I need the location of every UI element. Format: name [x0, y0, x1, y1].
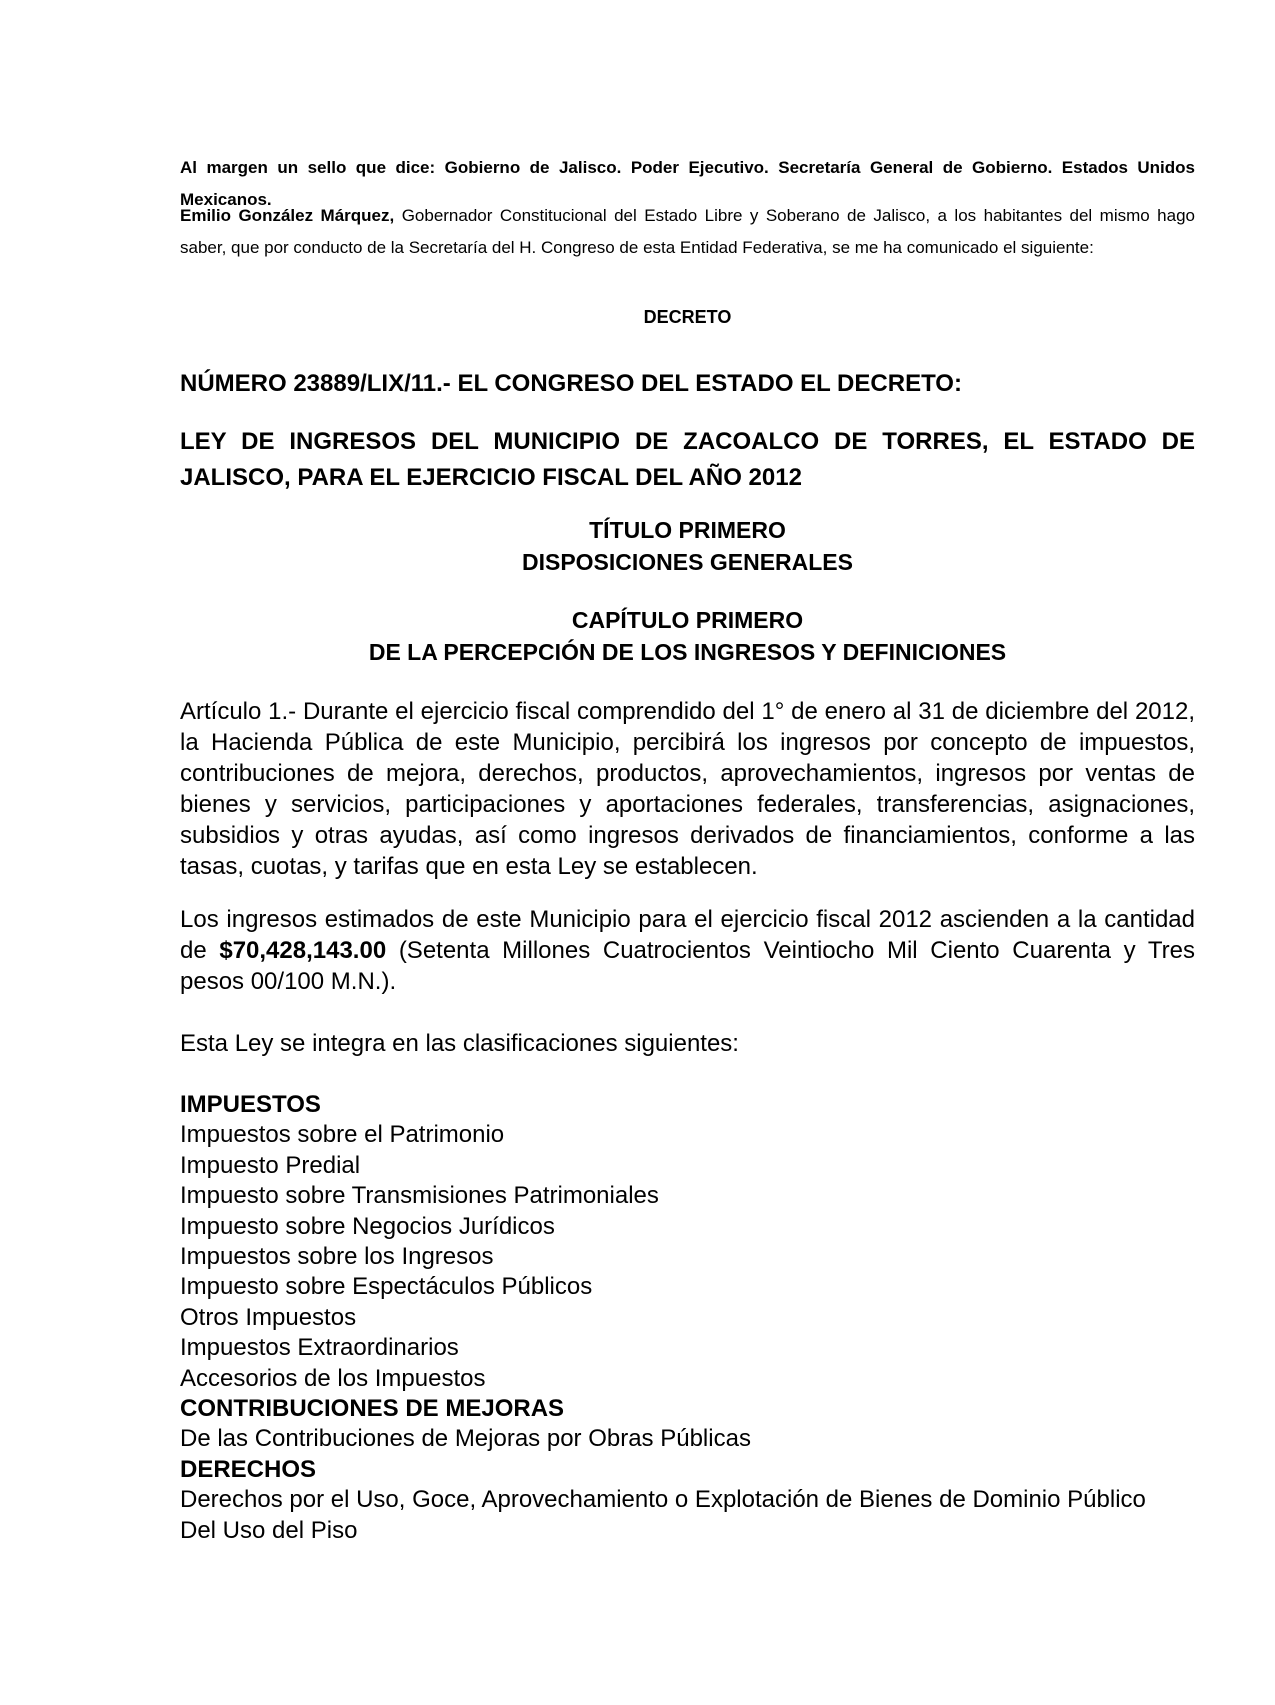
estimate-prefix: Los ingresos estimados de este Municipio para el ejercicio fiscal 2012 ascienden a la cantidad de	[180, 906, 1195, 964]
list-item: De las Contribuciones de Mejoras por Obras Públicas	[180, 1425, 751, 1453]
estimate-amount: $70,428,143.00	[219, 937, 387, 964]
list-item: Impuesto sobre Transmisiones Patrimoniales	[180, 1182, 659, 1210]
list-item: Del Uso del Piso	[180, 1516, 358, 1544]
title-heading	[180, 514, 1195, 578]
list-item: CONTRIBUCIONES DE MEJORAS	[180, 1395, 565, 1423]
title-subtitle: DISPOSICIONES GENERALES	[521, 549, 853, 575]
list-item: Impuestos sobre el Patrimonio	[180, 1121, 505, 1149]
list-item: Impuesto Predial	[180, 1151, 361, 1179]
article-1-paragraph: Artículo 1.- Durante el ejercicio fiscal comprendido del 1° de enero al 31 de diciembre del 2012, la Hacienda Pública de este Municipio, percibirá los ingresos por concepto de impuestos, contribuciones de mejora, derechos, productos, aprovechamientos, ingresos por ventas de bienes y servicios, participaciones y aportaciones federales, transferencias, asignaciones, subsidios y otras ayudas, así como ingresos derivados de financiamientos, conforme a las tasas, cuotas, y tarifas que en esta Ley se establecen.	[180, 698, 1195, 880]
intro-text: Gobernador Constitucional del Estado Libre y Soberano de Jalisco, a los habitantes del mismo hago saber, que por conducto de la Secretaría del H. Congreso de esta Entidad Federativa, se me ha comunicado el siguiente:	[180, 206, 1195, 257]
title-label: TÍTULO PRIMERO	[589, 517, 786, 543]
governor-name: Emilio González Márquez,	[180, 206, 395, 225]
seal-note: Al margen un sello que dice: Gobierno de Jalisco. Poder Ejecutivo. Secretaría General de Gobierno. Estados Unidos Mexicanos.	[180, 158, 1195, 209]
decree-word: DECRETO	[643, 307, 732, 327]
list-item: Derechos por el Uso, Goce, Aprovechamiento o Explotación de Bienes de Dominio Público	[180, 1486, 1146, 1514]
list-item: DERECHOS	[180, 1455, 317, 1483]
list-item: Impuesto sobre Espectáculos Públicos	[180, 1273, 593, 1301]
list-item: Otros Impuestos	[180, 1303, 357, 1331]
list-item: Impuesto sobre Negocios Jurídicos	[180, 1212, 555, 1240]
chapter-label: CAPÍTULO PRIMERO	[571, 607, 804, 633]
estimate-suffix: (Setenta Millones Cuatrocientos Veintiocho Mil Ciento Cuarenta y Tres pesos 00/100 M.N.).	[180, 937, 1195, 995]
list-item: IMPUESTOS	[180, 1091, 321, 1118]
classifications-intro: Esta Ley se integra en las clasificaciones siguientes:	[180, 1030, 739, 1057]
classifications-list	[180, 1090, 1195, 1546]
governor-intro	[180, 200, 1195, 264]
decree-number: NÚMERO 23889/LIX/11.- EL CONGRESO DEL ESTADO EL DECRETO:	[180, 370, 962, 397]
chapter-heading	[180, 604, 1195, 668]
law-title: LEY DE INGRESOS DEL MUNICIPIO DE ZACOALCO DE TORRES, EL ESTADO DE JALISCO, PARA EL EJERCICIO FISCAL DEL AÑO 2012	[180, 428, 1195, 491]
estimate-paragraph	[180, 904, 1195, 997]
list-item: Impuestos Extraordinarios	[180, 1334, 459, 1362]
list-item: Impuestos sobre los Ingresos	[180, 1243, 494, 1271]
chapter-subtitle: DE LA PERCEPCIÓN DE LOS INGRESOS Y DEFINICIONES	[368, 639, 1007, 665]
list-item: Accesorios de los Impuestos	[180, 1364, 486, 1392]
